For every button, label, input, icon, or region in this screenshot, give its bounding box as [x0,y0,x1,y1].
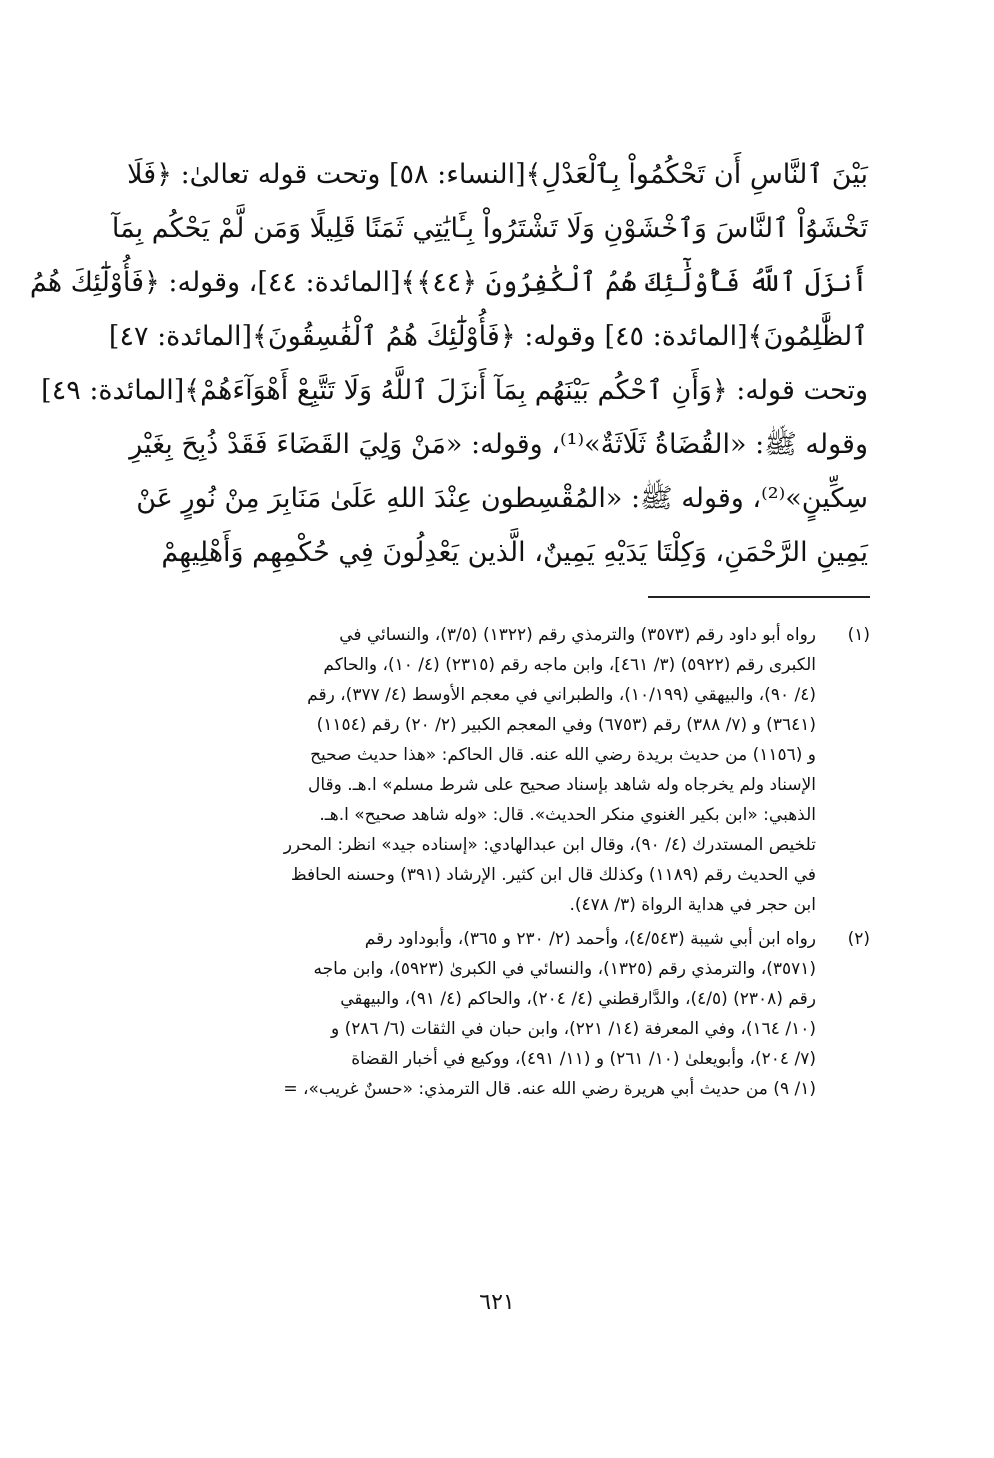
main-text-line: تَخْشَوُاْ ٱلنَّاسَ وَٱخْشَوْنِ وَلَا تَشْتَرُواْ بِـَٔايَٰتِي ثَمَنًا قَلِيلًا وَمَن لَّمْ يَحْكُم بِمَآ [111,213,868,244]
footnote-line: ابن حجر في هداية الرواة (٣/ ٤٧٨). [569,895,816,915]
footnote-1 [128,620,870,920]
footnote-line: (٣٥٧١)، والترمذي رقم (١٣٢٥)، والنسائي في الكبرىٰ (٥٩٢٣)، وابن ماجه [313,959,816,979]
footnote-line: الإسناد ولم يخرجاه وله شاهد بإسناد صحيح على شرط مسلم» ا.هـ. وقال [308,775,816,795]
main-text-line: سِكِّينٍ»⁽²⁾، وقوله ﷺ: «المُقْسِطون عِنْدَ اللهِ عَلَىٰ مَنَابِرَ مِنْ نُورٍ عَنْ [136,483,868,514]
main-text [29,148,868,580]
main-text-line: ٱلظَّٰلِمُونَ﴾[المائدة: ٤٥] وقوله: ﴿فَأُوْلَٰٓئِكَ هُمُ ٱلْفَٰسِقُونَ﴾[المائدة: ٤٧] [108,321,868,352]
footnote-line: و (١١٥٦) من حديث بريدة رضي الله عنه. قال الحاكم: «هذا حديث صحيح [310,745,816,765]
main-text-line: يَمِينِ الرَّحْمَنِ، وَكِلْتَا يَدَيْهِ يَمِينٌ، الَّذين يَعْدِلُونَ فِي حُكْمِهِم وَأَهْلِيهِمْ [161,537,868,568]
footnote-line: تلخيص المستدرك (٤/ ٩٠)، وقال ابن عبدالهادي: «إسناده جيد» انظر: المحرر [283,835,816,855]
footnote-number: (١) [847,625,870,645]
main-text-line: أَنزَلَ ٱللَّهُ فَأُوْلَٰٓئِكَ هُمُ ٱلْكَٰفِرُونَ ﴿٤٤﴾﴾[المائدة: ٤٤]، وقوله: ﴿فَأُوْلَٰٓئِكَ هُمُ [29,267,868,298]
page-number: ٦٢١ [479,1290,515,1315]
footnote-line: رواه أبو داود رقم (٣٥٧٣) والترمذي رقم (١٣٢٢) (٣/٥)، والنسائي في [339,625,816,645]
footnote-line: الذهبي: «ابن بكير الغنوي منكر الحديث». قال: «وله شاهد صحيح» ا.هـ. [319,805,816,825]
footnote-line: (١٠/ ١٦٤)، وفي المعرفة (١٤/ ٢٢١)، وابن حبان في الثقات (٦/ ٢٨٦) و [330,1019,816,1039]
footnote-line: الكبرى رقم (٥٩٢٢) (٣/ ٤٦١]، وابن ماجه رقم (٢٣١٥) (٤/ ١٠)، والحاكم [323,655,816,675]
footnote-line: (٣٦٤١) و (٧/ ٣٨٨) رقم (٦٧٥٣) وفي المعجم الكبير (٢/ ٢٠) رقم (١١٥٤) [316,715,816,735]
footnote-number: (٢) [847,929,870,949]
footnote-line: (٧/ ٢٠٤)، وأبويعلىٰ (١٠/ ٢٦١) و (١١/ ٤٩١)، ووكيع في أخبار القضاة [351,1049,816,1069]
footnote-line: رواه ابن أبي شيبة (٤/٥٤٣)، وأحمد (٢/ ٢٣٠ و ٣٦٥)، وأبوداود رقم [364,929,816,949]
main-text-line: وتحت قوله: ﴿وَأَنِ ٱحْكُم بَيْنَهُم بِمَآ أَنزَلَ ٱللَّهُ وَلَا تَتَّبِعْ أَهْوَآءَهُمْ﴾[المائدة: ٤٩] [41,375,868,406]
footnote-line: في الحديث رقم (١١٨٩) وكذلك قال ابن كثير. الإرشاد (٣٩١) وحسنه الحافظ [290,865,816,885]
footnotes [128,620,870,1108]
footnote-line: (١/ ٩) من حديث أبي هريرة رضي الله عنه. قال الترمذي: «حسنٌ غريب»، = [283,1079,816,1099]
main-text-line: وقوله ﷺ: «القُضَاةُ ثَلَاثَةٌ»⁽¹⁾، وقوله: «مَنْ وَلِيَ القَضَاءَ فَقَدْ ذُبِحَ بِغَيْرِ [129,429,868,460]
footnote-line: (٤/ ٩٠)، والبيهقي (١٠/١٩٩)، والطبراني في معجم الأوسط (٤/ ٣٧٧)، رقم [307,685,816,705]
footnote-2 [128,924,870,1104]
main-text-line: بَيْنَ ٱلنَّاسِ أَن تَحْكُمُواْ بِٱلْعَدْلِ﴾[النساء: ٥٨] وتحت قوله تعالىٰ: ﴿فَلَا [127,159,868,190]
footnote-line: رقم (٢٣٠٨) (٤/٥)، والدَّارقطني (٤/ ٢٠٤)، والحاكم (٤/ ٩١)، والبيهقي [340,989,816,1009]
footnote-divider [648,596,870,598]
